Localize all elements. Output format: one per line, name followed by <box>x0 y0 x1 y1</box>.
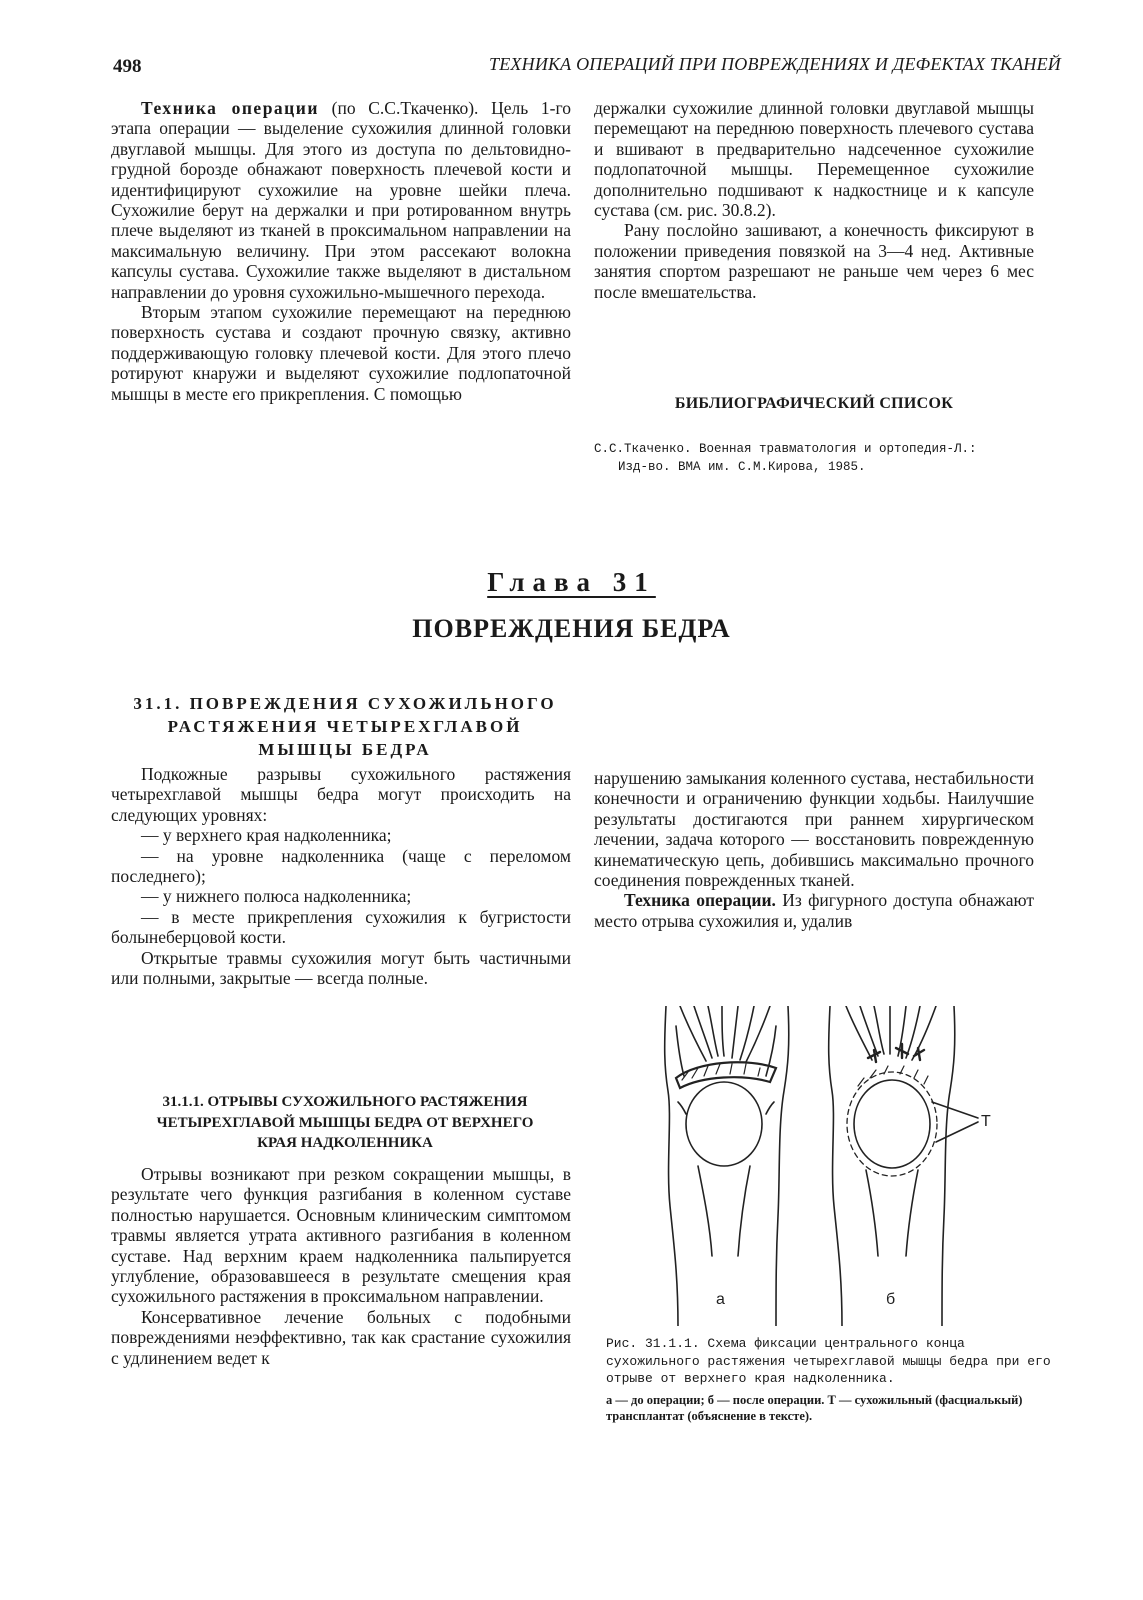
list-item: — на уровне надколенника (чаще с переломом последнего); <box>111 845 571 887</box>
run-in-heading: Техника операции <box>141 98 319 118</box>
top-left-column <box>111 98 571 404</box>
knee-before-surgery <box>665 1006 789 1326</box>
list-item: — у нижнего полюса надколенника; <box>141 886 412 907</box>
list-item: — в месте прикрепления сухожилия к бугристости болынеберцовой кости. <box>111 906 571 948</box>
section-heading-line: 31.1. ПОВРЕЖДЕНИЯ СУХОЖИЛЬНОГО <box>133 694 557 713</box>
chapter-label-text: Глава 31 <box>487 567 656 597</box>
bottom-left-column-2 <box>111 1164 571 1368</box>
bottom-right-column <box>594 768 1034 931</box>
subsection-heading-line: ЧЕТЫРЕХГЛАВОЙ МЫШЦЫ БЕДРА ОТ ВЕРХНЕГО <box>156 1114 534 1131</box>
paragraph: держалки сухожилие длинной головки двуглавой мышцы перемещают на переднюю поверхность плечевого сустава и вшивают в предварительно надсеченное сухожилие подлопаточной мышцы. Перемещенное сухожилие дополнительно подшивают к надкостнице и к капсуле сустава (см. рис. 30.8.2). <box>594 98 1034 221</box>
bibliography-line: Изд-во. ВМА им. С.М.Кирова, 1985. <box>618 460 866 474</box>
knee-diagram <box>658 1006 1024 1326</box>
top-right-column <box>594 98 1034 302</box>
bibliography-entry <box>594 440 1044 476</box>
figure-legend: а — до операции; б — после операции. Т — сухожильный (фасциалькый) трансплантат (объяснение в тексте). <box>606 1393 1023 1423</box>
list-item: — у верхнего края надколенника; <box>141 825 392 846</box>
chapter-label <box>0 567 1143 598</box>
running-title: ТЕХНИКА ОПЕРАЦИЙ ПРИ ПОВРЕЖДЕНИЯХ И ДЕФЕКТАХ ТКАНЕЙ <box>489 54 1061 74</box>
bibliography-line: С.С.Ткаченко. Военная травматология и ортопедия-Л.: <box>594 442 977 456</box>
paragraph: Консервативное лечение больных с подобными повреждениями неэффективно, так как срастание сухожилия с удлинением ведет к <box>111 1306 571 1368</box>
knee-after-surgery <box>829 1006 978 1326</box>
run-in-heading: Техника операции. <box>624 890 776 911</box>
paragraph <box>111 98 571 302</box>
paragraph: нарушению замыкания коленного сустава, нестабильности конечности и ограничению функции ходьбы. Наилучшие результаты достигаются при раннем хирургическом лечении, задача которого — восстановить поврежденную кинематическую цепь, добившись максимально прочного соединения поврежденных тканей. <box>594 768 1034 891</box>
chapter-title: ПОВРЕЖДЕНИЯ БЕДРА <box>412 614 731 643</box>
paragraph: Вторым этапом сухожилие перемещают на переднюю поверхность сустава и создают прочную связку, активно поддерживающую головку плечевой кости. Для этого плечо ротируют кнаружи и выделяют сухожилие подлопаточной мышцы в месте его прикрепления. С помощью <box>111 302 571 404</box>
subsection-heading <box>110 1092 580 1154</box>
subsection-heading-line: 31.1.1. ОТРЫВЫ СУХОЖИЛЬНОГО РАСТЯЖЕНИЯ <box>162 1094 528 1110</box>
paragraph: Открытые травмы сухожилия могут быть частичными или полными, закрытые — всегда полные. <box>111 947 571 989</box>
figure-label-a: а <box>716 1291 725 1308</box>
subsection-heading-line: КРАЯ НАДКОЛЕННИКА <box>257 1135 433 1151</box>
paragraph-text: (по С.С.Ткаченко). Цель 1-го этапа операции — выделение сухожилия длинной головки двуглавой мышцы. Для этого из доступа по дельтовидно-грудной борозде обнажают поверхность плечевой кости и идентифицируют сухожилие на уровне шейки плеча. Сухожилие берут на держалки и при ротированном внутрь плече выделяют из тканей в проксимальном направлении на максимальную величину. При этом рассекают волокна капсулы сустава. Сухожилие также выделяют в дистальном направлении до уровня сухожильно-мышечного перехода. <box>111 98 571 302</box>
section-heading-line: МЫШЦЫ БЕДРА <box>258 740 432 759</box>
section-heading <box>110 692 580 761</box>
bottom-left-column <box>111 764 571 988</box>
page-number: 498 <box>113 56 142 77</box>
paragraph: Подкожные разрывы сухожильного растяжения четырехглавой мышцы бедра могут происходить на следующих уровнях: <box>111 764 571 825</box>
figure-caption: Рис. 31.1.1. Схема фиксации центрального конца сухожильного растяжения четырехглавой мышцы бедра при его отрыве от верхнего края надколенника. <box>606 1336 1051 1386</box>
paragraph-text: Из фигурного доступа обнажают место отрыва сухожилия и, удалив <box>594 890 1034 931</box>
figure-label-t: Т <box>981 1113 991 1130</box>
paragraph <box>594 890 1034 931</box>
section-heading-line: РАСТЯЖЕНИЯ ЧЕТЫРЕХГЛАВОЙ <box>167 717 523 736</box>
bibliography-heading: БИБЛИОГРАФИЧЕСКИЙ СПИСОК <box>674 395 954 412</box>
paragraph: Отрывы возникают при резком сокращении мышцы, в результате чего функция разгибания в коленном суставе полностью нарушается. Основным клиническим симптомом травмы является утрата активного разгибания в коленном суставе. Над верхним краем надколенника пальпируется углубление, образовавшееся в результате смещения края сухожильного растяжения в проксимальном направлении. <box>111 1164 571 1307</box>
figure-label-b: б <box>886 1291 896 1308</box>
paragraph: Рану послойно зашивают, а конечность фиксируют в положении приведения повязкой на 3—4 нед. Активные занятия спортом разрешают не раньше чем через 6 мес после вмешательства. <box>594 220 1034 302</box>
